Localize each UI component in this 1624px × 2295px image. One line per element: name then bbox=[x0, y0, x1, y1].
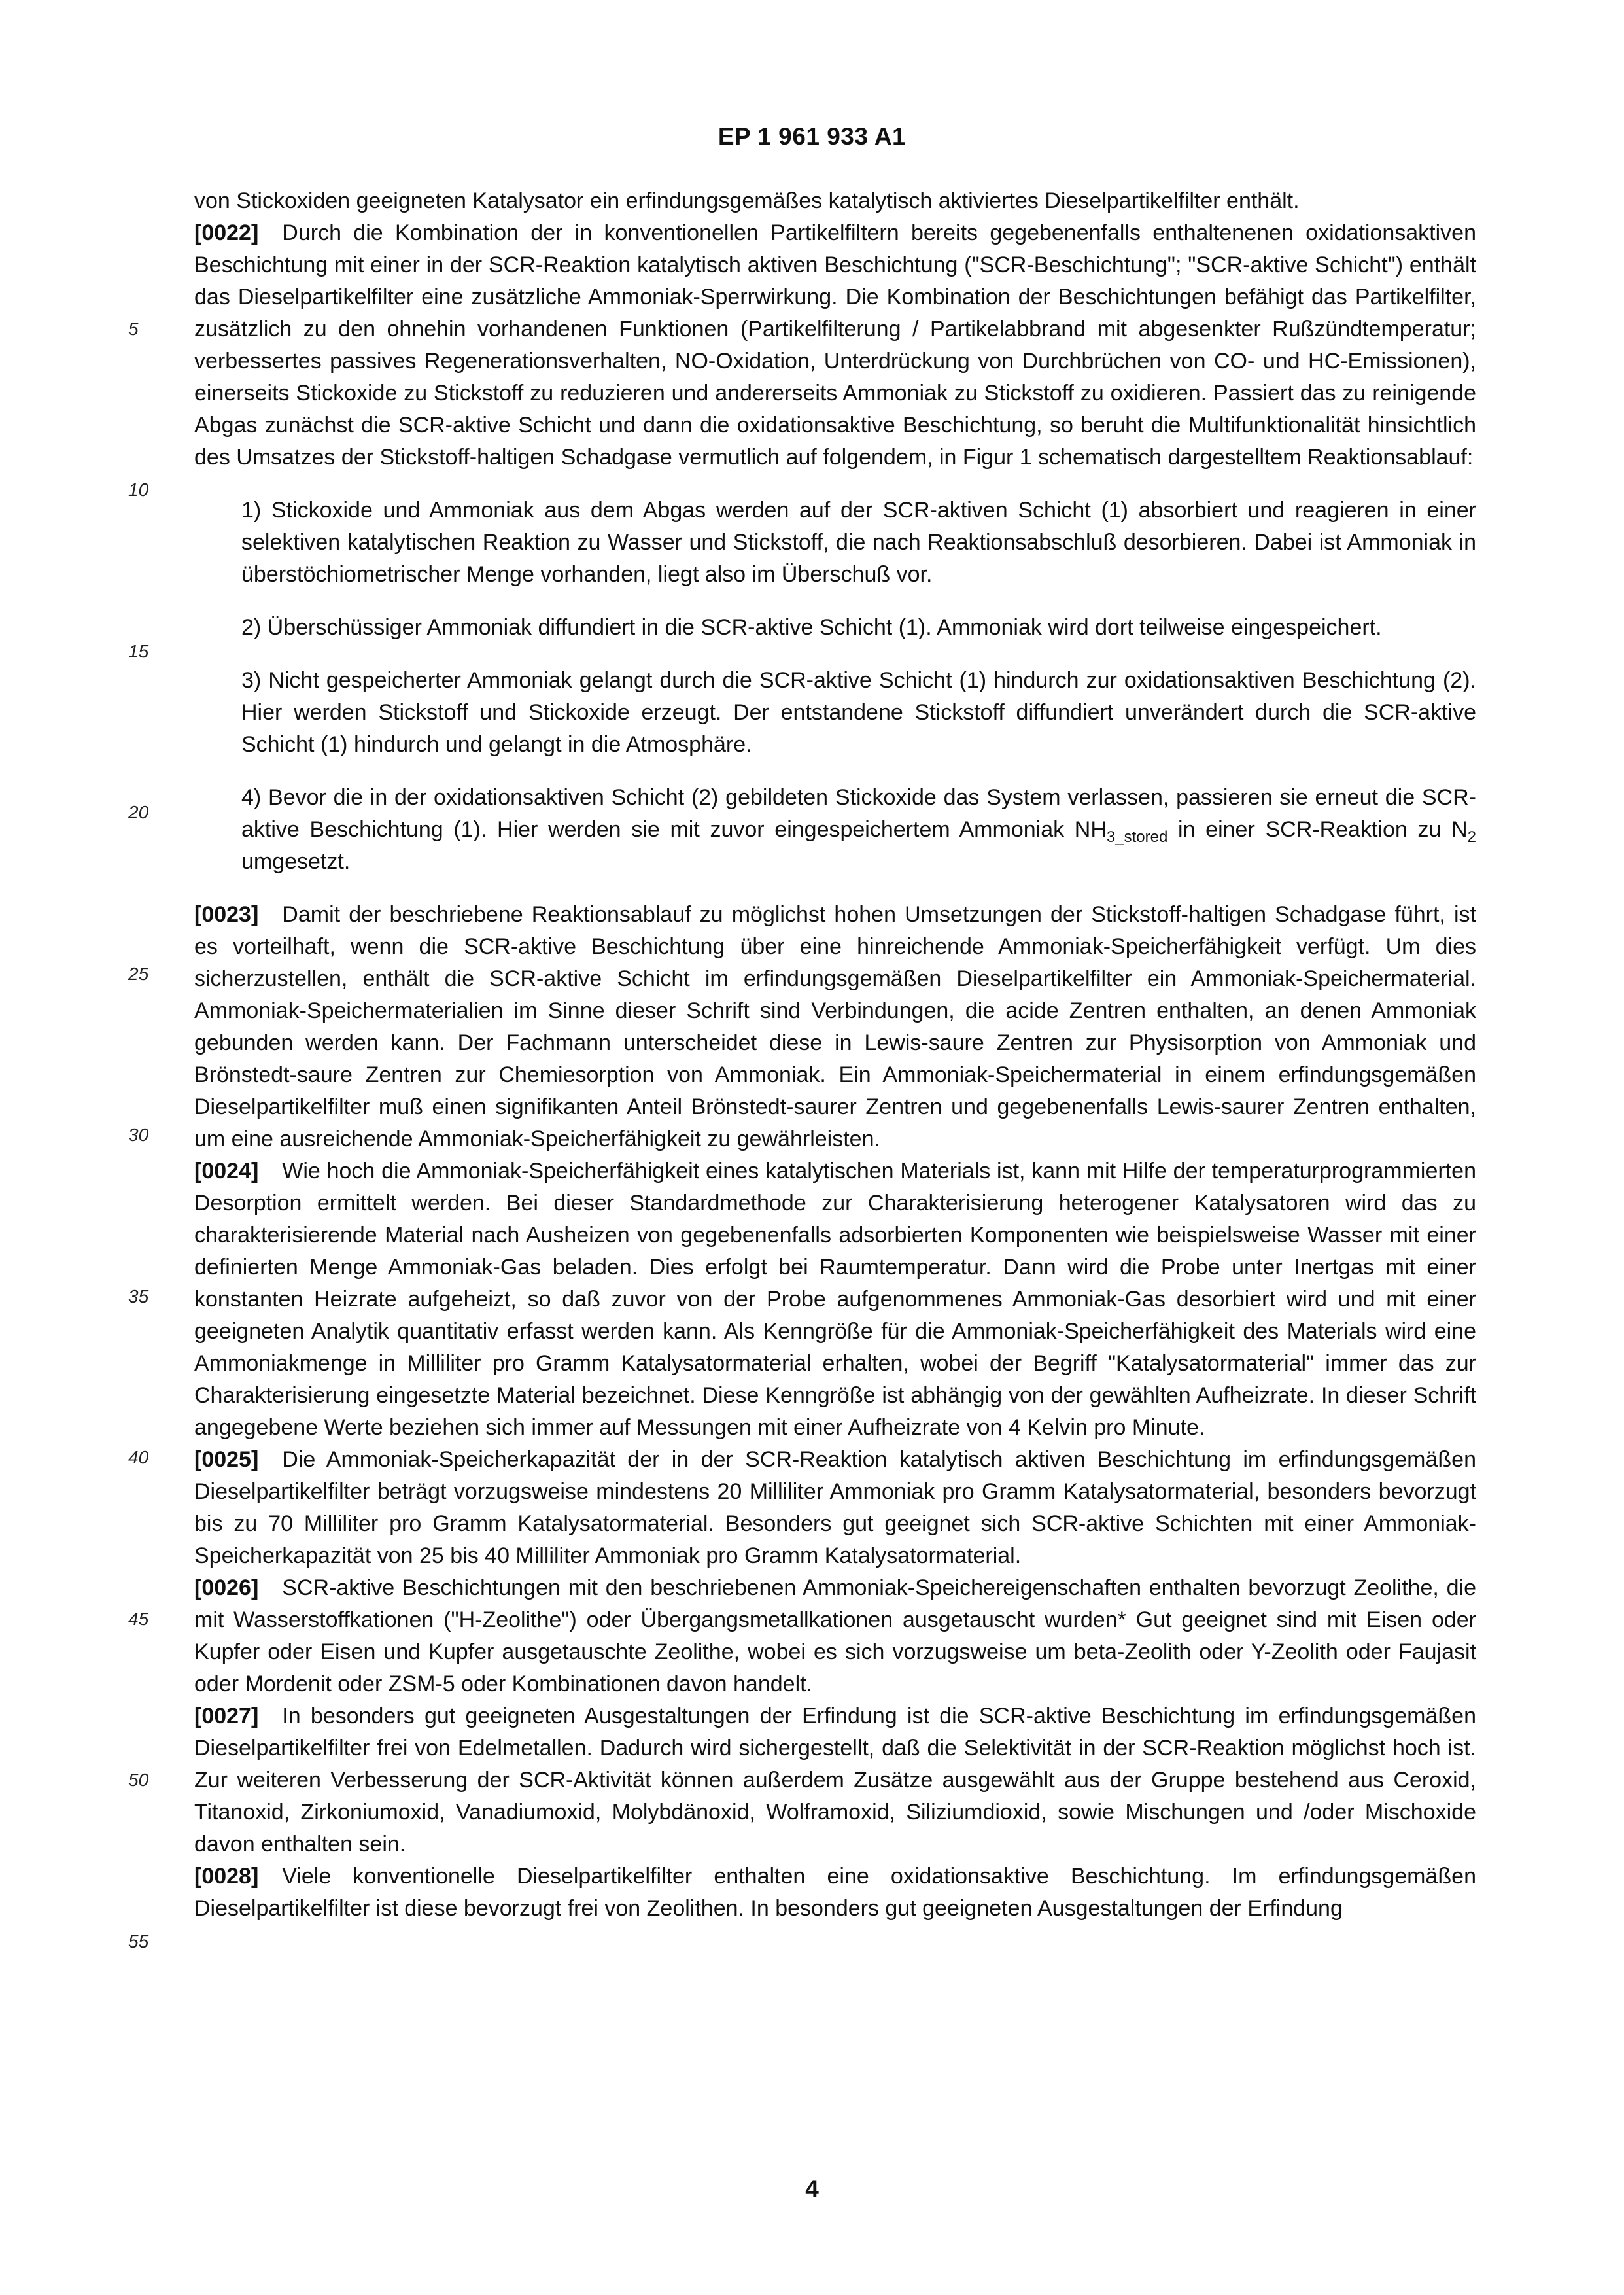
paragraph-0027 bbox=[194, 1700, 1476, 1861]
line-number-50: 50 bbox=[128, 1770, 149, 1790]
step-1: 1) Stickoxide und Ammoniak aus dem Abgas werden auf der SCR-aktiven Schicht (1) absorbiert und reagieren in einer selektiven katalytischen Reaktion zu Wasser und Stickstoff, die nach Reaktionsabschluß desorbieren. Dabei ist Ammoniak in überstöchiometrischer Menge vorhanden, liegt also im Überschuß vor. bbox=[241, 498, 1476, 587]
paragraph-number: [0023] bbox=[194, 902, 259, 927]
line-number-20: 20 bbox=[128, 802, 149, 822]
paragraph-0026 bbox=[194, 1572, 1476, 1700]
line-number-15: 15 bbox=[128, 641, 149, 661]
paragraph-text: Wie hoch die Ammoniak-Speicherfähigkeit eines katalytischen Materials ist, kann mit Hilfe der temperaturprogrammierten Desorption ermittelt werden. Bei dieser Standardmethode zur Charakterisierung heterogener Katalysatoren wird das zu charakterisierende Material nach Ausheizen von gegebenenfalls adsorbierten Komponenten wie beispielsweise Wasser mit einer definierten Menge Ammoniak-Gas beladen. Dies erfolgt bei Raumtemperatur. Dann wird die Probe unter Inertgas mit einer konstanten Heizrate aufgeheizt, so daß zuvor von der Probe aufgenommenes Ammoniak-Gas desorbiert wird und mit einer geeigneten Analytik quantitativ erfasst werden kann. Als Kenngröße für die Ammoniak-Speicherfähigkeit des Materials wird eine Ammoniakmenge in Milliliter pro Gramm Katalysatormaterial erhalten, wobei der Begriff "Katalysatormaterial" immer das zur Charakterisierung eingesetzte Material bezeichnet. Diese Kenngröße ist abhängig von der gewählten Aufheizrate. In dieser Schrift angegebene Werte beziehen sich immer auf Messungen mit einer Aufheizrate von 4 Kelvin pro Minute. bbox=[194, 1159, 1476, 1440]
line-number-40: 40 bbox=[128, 1447, 149, 1467]
paragraph-text: In besonders gut geeigneten Ausgestaltungen der Erfindung ist die SCR-aktive Beschichtung im erfindungsgemäßen Dieselpartikelfilter frei von Edelmetallen. Dadurch wird sichergestellt, daß die Selektivität in der SCR-Reaktion möglichst hoch ist. Zur weiteren Verbesserung der SCR-Aktivität können außerdem Zusätze ausgewählt aus der Gruppe bestehend aus Ceroxid, Titanoxid, Zirkoniumoxid, Vanadiumoxid, Molybdänoxid, Wolframoxid, Siliziumdioxid, sowie Mischungen und /oder Mischoxide davon enthalten sein. bbox=[194, 1704, 1476, 1857]
step-4-text-a: 4) Bevor die in der oxidationsaktiven Schicht (2) gebildeten Stickoxide das System verlassen, passieren sie erneut die SCR-aktive Beschichtung (1). Hier werden sie mit zuvor eingespeichertem Ammoniak NH bbox=[241, 785, 1476, 842]
line-number-5: 5 bbox=[128, 319, 139, 339]
paragraph-number: [0028] bbox=[194, 1864, 259, 1889]
step-4-text-b: in einer SCR-Reaktion zu N bbox=[1167, 817, 1468, 842]
nh3-stored-subscript: 3_stored bbox=[1106, 828, 1168, 846]
step-2: 2) Überschüssiger Ammoniak diffundiert in die SCR-aktive Schicht (1). Ammoniak wird dort teilweise eingespeichert. bbox=[241, 615, 1382, 640]
paragraph-0022 bbox=[194, 217, 1476, 474]
paragraph-number: [0027] bbox=[194, 1704, 259, 1728]
reaction-steps bbox=[241, 495, 1476, 878]
paragraph-number: [0025] bbox=[194, 1447, 259, 1472]
publication-header: EP 1 961 933 A1 bbox=[717, 123, 907, 150]
step-4 bbox=[241, 782, 1476, 878]
step-4-text-c: umgesetzt. bbox=[241, 849, 351, 874]
paragraph-0028 bbox=[194, 1861, 1476, 1925]
paragraph-0025 bbox=[194, 1444, 1476, 1572]
paragraph-number: [0026] bbox=[194, 1575, 259, 1600]
line-number-25: 25 bbox=[128, 964, 149, 984]
n2-subscript: 2 bbox=[1467, 828, 1476, 846]
line-number-35: 35 bbox=[128, 1286, 149, 1306]
paragraph-number: [0024] bbox=[194, 1159, 259, 1183]
paragraph-text: Die Ammoniak-Speicherkapazität der in der SCR-Reaktion katalytisch aktiven Beschichtung im erfindungsgemäßen Dieselpartikelfilter beträgt vorzugsweise mindestens 20 Milliliter Ammoniak pro Gramm Katalysatormaterial, besonders bevorzugt bis zu 70 Milliliter pro Gramm Katalysatormaterial. Besonders gut geeignet sich SCR-aktive Schichten mit einer Ammoniak-Speicherkapazität von 25 bis 40 Milliliter Ammoniak pro Gramm Katalysatormaterial. bbox=[194, 1447, 1476, 1568]
paragraph-0024 bbox=[194, 1155, 1476, 1444]
paragraph-text: Damit der beschriebene Reaktionsablauf zu möglichst hohen Umsetzungen der Stickstoff-haltigen Schadgase führt, ist es vorteilhaft, wenn die SCR-aktive Beschichtung über eine hinreichende Ammoniak-Speicherfähigkeit verfügt. Um dies sicherzustellen, enthält die SCR-aktive Schicht im erfindungsgemäßen Dieselpartikelfilter ein Ammoniak-Speichermaterial. Ammoniak-Speichermaterialien im Sinne dieser Schrift sind Verbindungen, die acide Zentren enthalten, an denen Ammoniak gebunden werden kann. Der Fachmann unterscheidet diese in Lewis-saure Zentren zur Physisorption von Ammoniak und Brönstedt-saure Zentren zur Chemiesorption von Ammoniak. Ein Ammoniak-Speichermaterial in einem erfindungsgemäßen Dieselpartikelfilter muß einen signifikanten Anteil Brönstedt-saurer Zentren und gegebenenfalls Lewis-saurer Zentren enthalten, um eine ausreichende Ammoniak-Speicherfähigkeit zu gewährleisten. bbox=[194, 902, 1476, 1151]
line-number-55: 55 bbox=[128, 1931, 149, 1952]
line-number-10: 10 bbox=[128, 480, 149, 500]
paragraph-0023 bbox=[194, 899, 1476, 1155]
document-body bbox=[194, 185, 1476, 1925]
intro-text: von Stickoxiden geeigneten Katalysator ein erfindungsgemäßes katalytisch aktiviertes Dieselpartikelfilter enthält. bbox=[194, 188, 1300, 213]
line-number-30: 30 bbox=[128, 1125, 149, 1145]
step-3: 3) Nicht gespeicherter Ammoniak gelangt durch die SCR-aktive Schicht (1) hindurch zur oxidationsaktiven Beschichtung (2). Hier werden Stickstoff und Stickoxide erzeugt. Der entstandene Stickstoff diffundiert unverändert durch die SCR-aktive Schicht (1) hindurch und gelangt in die Atmosphäre. bbox=[241, 668, 1476, 757]
paragraph-text: Durch die Kombination der in konventionellen Partikelfiltern bereits gegebenenfalls enthaltenenen oxidationsaktiven Beschichtung mit einer in der SCR-Reaktion katalytisch aktiven Beschichtung ("SCR-Beschichtung"; "SCR-aktive Schicht") enthält das Dieselpartikelfilter eine zusätzliche Ammoniak-Sperrwirkung. Die Kombination der Beschichtungen befähigt das Partikelfilter, zusätzlich zu den ohnehin vorhandenen Funktionen (Partikelfilterung / Partikelabbrand mit abgesenkter Rußzündtemperatur; verbessertes passives Regenerationsverhalten, NO-Oxidation, Unterdrückung von Durchbrüchen von CO- und HC-Emissionen), einerseits Stickoxide zu Stickstoff zu reduzieren und andererseits Ammoniak zu Stickstoff zu oxidieren. Passiert das zu reinigende Abgas zunächst die SCR-aktive Schicht und dann die oxidationsaktive Beschichtung, so beruht die Multifunktionalität hinsichtlich des Umsatzes der Stickstoff-haltigen Schadgase vermutlich auf folgendem, in Figur 1 schematisch dargestelltem Reaktionsablauf: bbox=[194, 220, 1476, 470]
paragraph-number: [0022] bbox=[194, 220, 259, 245]
page-number: 4 bbox=[805, 2175, 819, 2202]
paragraph-text: Viele konventionelle Dieselpartikelfilter enthalten eine oxidationsaktive Beschichtung. Im erfindungsgemäßen Dieselpartikelfilter ist diese bevorzugt frei von Zeolithen. In besonders gut geeigneten Ausgestaltungen der Erfindung bbox=[194, 1864, 1476, 1921]
paragraph-text: SCR-aktive Beschichtungen mit den beschriebenen Ammoniak-Speichereigenschaften enthalten bevorzugt Zeolithe, die mit Wasserstoffkationen ("H-Zeolithe") oder Übergangsmetallkationen ausgetauscht wurden* Gut geeignet sind mit Eisen oder Kupfer oder Eisen und Kupfer ausgetauschte Zeolithe, wobei es sich vorzugsweise um beta-Zeolith oder Y-Zeolith oder Faujasit oder Mordenit oder ZSM-5 oder Kombinationen davon handelt. bbox=[194, 1575, 1476, 1696]
line-number-45: 45 bbox=[128, 1609, 149, 1629]
